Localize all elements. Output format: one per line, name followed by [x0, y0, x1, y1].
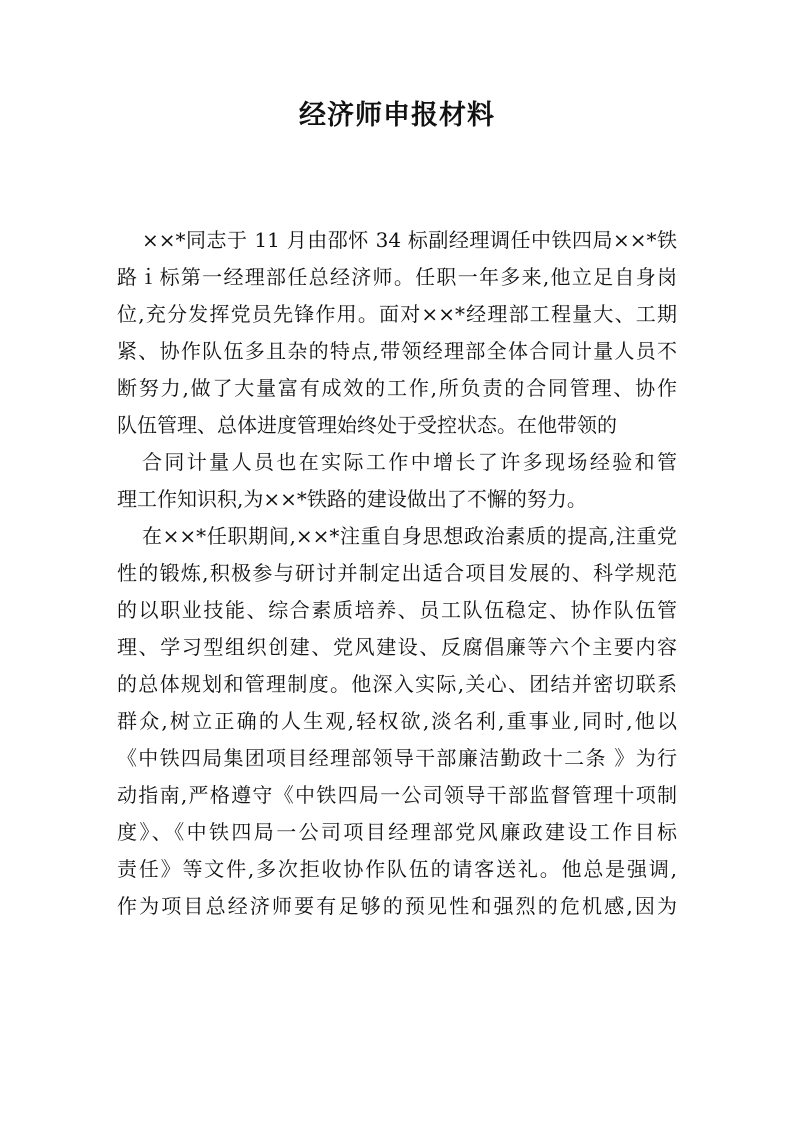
paragraph-line: 队伍管理、总体进度管理始终处于受控状态。在他带领的	[117, 413, 617, 437]
paragraph-line: 度》、《中铁四局一公司项目经理部党风廉政建设工作目标	[117, 820, 677, 844]
paragraph-line: 性的锻炼,积极参与研讨并制定出适合项目发展的、科学规范	[117, 561, 677, 585]
paragraph-line: 紧、协作队伍多且杂的特点,带领经理部全体合同计量人员不	[117, 339, 677, 363]
paragraph-line: 路ｉ标第一经理部任总经济师。任职一年多来,他立足自身岗	[117, 265, 677, 289]
document-body	[117, 222, 677, 925]
paragraph-line: 群众,树立正确的人生观,轻权欲,淡名利,重事业,同时,他以	[117, 709, 677, 733]
paragraph-line: 的总体规划和管理制度。他深入实际,关心、团结并密切联系	[117, 672, 677, 696]
paragraph-line: 合同计量人员也在实际工作中增长了许多现场经验和管	[142, 450, 677, 474]
document-title: 经济师申报材料	[299, 100, 495, 131]
paragraph-line: 的以职业技能、综合素质培养、员工队伍稳定、协作队伍管	[117, 598, 677, 622]
paragraph-line: 责任》等文件,多次拒收协作队伍的请客送礼。他总是强调,	[117, 857, 677, 881]
paragraph-line: 理、学习型组织创建、党风建设、反腐倡廉等六个主要内容	[117, 635, 677, 659]
paragraph-line: 位,充分发挥党员先锋作用。面对××*经理部工程量大、工期	[117, 302, 677, 326]
paragraph-line: 《中铁四局集团项目经理部领导干部廉洁勤政十二条 》为行	[117, 746, 677, 770]
paragraph-line: 动指南,严格遵守《中铁四局一公司领导干部监督管理十项制	[117, 783, 677, 807]
paragraph-line: ××*同志于 11 月由邵怀 34 标副经理调任中铁四局××*铁	[142, 228, 677, 252]
paragraph-line: 理工作知识积,为××*铁路的建设做出了不懈的努力。	[117, 487, 587, 511]
paragraph-line: 在××*任职期间,××*注重自身思想政治素质的提高,注重党	[142, 524, 677, 548]
paragraph-line: 断努力,做了大量富有成效的工作,所负责的合同管理、协作	[117, 376, 677, 400]
paragraph-line: 作为项目总经济师要有足够的预见性和强烈的危机感,因为	[117, 894, 677, 918]
